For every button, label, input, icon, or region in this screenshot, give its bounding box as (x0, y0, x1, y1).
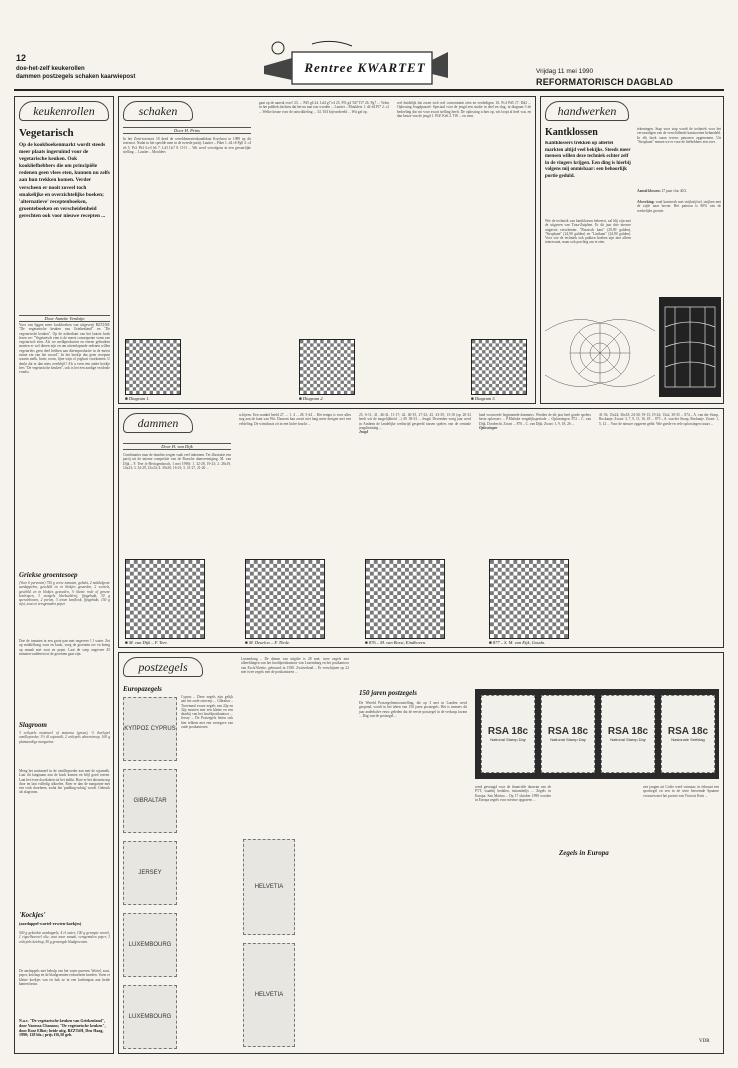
subhead-150-jaren: 150 jaren postzegels (359, 689, 417, 697)
postzegels-signoff: VDR (699, 1039, 710, 1044)
draughts-diagram-2 (245, 559, 325, 639)
section-header-dammen: dammen (123, 413, 193, 433)
dammen-byline: Door H. van Dijk (123, 443, 231, 450)
draughts-diagram-4-caption: ■ 877 – S. M. van Eijk, Gouda. (489, 640, 546, 645)
recipe-2-ingredients: 3 eetlepels maïsmeel of maïzena (groen), ½ theelepel vanillepoeder, 3½ dl sojamelk, 2 eetlepels ahornsiroop, 100 g plantaardige margarine. (19, 731, 110, 744)
dammen-column-4: land voorwerde beginnende dammers. Worden de dit jaar heel goede spelers beste oplossers ... P.Maliske vergelijksperiode ... Oplossingen. 872 – C. van Dijk, Dordrecht. Zwart ... 876 – C. van Dijk. Zwart: 1, 9, 18, 26 ... Oplossingen (479, 413, 591, 430)
section-header-schaken: schaken (123, 101, 193, 121)
dammen-column-3: 25, 6-11; 41, 46-41, 11-17; 42. 40-35, 27-32; 43. 43-39, 13-18 (op 20-32 heeft wit de mogelijkheid ...) 49. 38-33 ... Jeugd. December vorig jaar werd in Arnhem de landelijke wedstrijd gespeeld tussen spelers van de centrale jeugdtraining ... Jeugd (359, 413, 471, 435)
subhead-slagroom: Slagroom (19, 721, 48, 729)
rsa-stamp-1: RSA 18c National Stamp Day (481, 695, 535, 773)
keukenrollen-byline: Door Anneke Verduijn (19, 315, 110, 322)
keukenrollen-title: Vegetarisch (19, 127, 74, 139)
rsa-stamp-sheet (475, 689, 719, 779)
schaken-byline: Door H. Prins (123, 127, 251, 134)
dammen-column-5: 41-36, 15x24; 36x18, 24-30; 19-13, 19-24; 13x2, 30-35 ... 874 – A. van der Stoop, Rockanje. Zwart: 3, 7, 9, 11, 16, 18 ... 875 – A. van der Stoop, Rockanje. Zwart: 1, 5, 12 ... Voor de nieuwe opgaven geldt: Wie goede en vele oplossingen stuurt ... (599, 413, 719, 426)
draughts-diagram-1 (125, 559, 205, 639)
lace-pattern-drawing (545, 303, 655, 399)
subhead-europazegels: Europazegels (123, 685, 162, 693)
rsa-stamp-4: RSA 18c Nasionale Seëldag (661, 695, 715, 773)
handwerken-kit: Aantal klossen: 27 paar vlas 40/2. (637, 189, 688, 193)
stamp-cyprus: ΚΥΠΡΟΣ CYPRUS (123, 697, 177, 761)
postzegels-column-2b (301, 839, 351, 1047)
recipe-2-preparation: Meng het maïsmeel in de vanillepoeder aan met de sojamelk. Laat dit langzaam aan de kook komen en blijf goed roeren. Laat het even doorkoken tot het indikt. Roer er het ahornsiroop door en laat volledig afkoelen. Roer er dan de margarine met een vork doorheen, zodat het 'pudding-achtig' wordt. Gebruik als slagroom. (19, 769, 110, 795)
keukenrollen-column (14, 96, 114, 1054)
section-header-keukenrollen: keukenrollen (19, 101, 109, 121)
postzegels-column-4: werd gevraagd voor de financiële daarvan van de PTT, waarbij bedalen, instantiefijs ... Zegels in Europa. San Marino – Op 17 oktober 1990 worden in Europa zegels voor nieuwe opgraven ... (475, 785, 551, 802)
header-logo (252, 38, 452, 86)
stamp-jersey: JERSEY (123, 841, 177, 905)
stamp-gibraltar: GIBRALTAR (123, 769, 177, 833)
draughts-diagram-2-caption: ■ M. Deurloo – F. Thole. (245, 640, 291, 645)
section-header-handwerken: handwerken (545, 101, 629, 121)
subhead-koekjes: 'Kockjes' (19, 911, 46, 919)
chess-diagram-1-caption: ■ Diagram 1. (125, 396, 150, 401)
stamp-helvetia-2: HELVETIA (243, 943, 295, 1047)
header-rule (14, 89, 724, 91)
recipe-3-ingredients: 500 g gekookte aardappels, 4 el water, 100 g geraspte wortel, 1 eigeelhoeveel olie, zout naar smaak, versgemalen peper, 3 eetlepels ketchup, 50 g gemengde bladgroenten. (19, 931, 110, 944)
schaken-column-1: In het Zeist-toernooi 18 deed de wereldmeesterskandidaat Korchnoi in 1989 op dit toernooi. Nadat in het speelde men in de tweede partij: Lautier – Piket 1. d4 c6 Pg8 4. c4 e6 5. Pc3 Pb1 6.e3 b6 7. Ld3 Lb7 8. O-O ... Wit werd vervolgens in een gevaarlijke stelling ... Lautier – Moulders (123, 137, 251, 154)
header-date: Vrijdag 11 mei 1990 (536, 68, 594, 75)
recipe-1-preparation: Doe de tomaten in een grote pan met ongeveer 1 l water. Zet op middelhoog vuur en kook, voeg de groenten toe en breng op smaak met zout en peper. Laat de soep ongeveer 45 minuten sudderen tot de groenten gaar zijn. (19, 639, 110, 656)
handwerken-body: Wie de techniek van kantklossen beheerst, zal blij zijn met de uitgaven van Tirza-Zutphen. Er dit jaar drie nieuwe uitgaven verschenen: "Russisch kant" (29,90 gulden), "Stropkant" (24,90 gulden) en "Lintkant" (24,90 gulden). Voor wie de techniek ook pakken boeken zijn niet alleen interessant, maar ook prachtig om te zien. (545, 219, 631, 245)
stamp-helvetia-1: HELVETIA (243, 839, 295, 935)
postzegels-column-5 (559, 785, 635, 847)
page-number: 12 (16, 53, 27, 63)
recipe-1-ingredients: (Voor 6 personen) 750 g verse tomaten, gehakt, 2 middelgrote aardappelen, geschild en in blokjes gesneden, 2 wortels, geschild en in blokjes gesneden, ½ kleine rode of groene koolrapen, 3 stengels bleekselderij, fijngehakt, 30 g sperziebonen, 2 preien, 3 tenen knoflook, fijngehakt, 150 g rijst, zout en versgemalen peper. (19, 581, 110, 607)
handwerken-intro: Kantklossers trekken op allerlei markten altijd veel bekijks. Steeds meer mensen willen deze techniek echter zelf in de vingers krijgen. Een ding is hierbij volgens mij onmisbaar: een behoorlijk portie geduld. (545, 141, 631, 179)
rsa-stamp-2: RSA 18c National Stamp Day (541, 695, 595, 773)
handwerken-column-2: tekeningen. Stap voor stap wordt de techniek voor het vervaardigen van de verschillende kantsoorten behandeld. In elk boek staan tevens patronen opgenomen. Uit "Stropkant" nemen we er voor de liefhebbers een over. (637, 127, 721, 144)
subhead-koekjes-sub: (aardappel-wortel-erwten-koekjes) (19, 921, 82, 926)
logo-text: Rentree KWARTET (304, 60, 426, 75)
draughts-diagram-3-caption: ■ 876 – M. van Borsi, Eindhoven. (365, 640, 427, 645)
postzegels-column-6: een jongen uit Codie werd winnaar; in februari een sporttegel en een in de serie beroemde Spaanse vrouwen met het portret van Victoria Kent ... (643, 785, 719, 798)
lace-photo (659, 297, 721, 397)
postzegels-column-5b (559, 861, 635, 1047)
draughts-diagram-1-caption: ■ M. van Dijk – F. Teer. (125, 640, 168, 645)
subhead-zegels-in-europa: Zegels in Europa (559, 849, 609, 857)
keukenrollen-intro: Op de kookboekenmarkt wordt steeds meer plaats ingeruimd voor de vegetarische keuken. Ook kookliefhebbers die om principiële redenen geen vlees eten, kunnen nu zelfs aan hun trekken komen. Verder verscheen er nooit zoveel toch smakelijke en overzichtelijke boeken; 'alternatieve' receptenboeken, groenteboeken en verscheidenheid gerechten ook voor nieuwe recepten ... (19, 142, 110, 219)
chess-diagram-2-caption: ■ Diagram 2. (299, 396, 324, 401)
chess-diagram-1 (125, 339, 181, 395)
handwerken-section (540, 96, 724, 404)
keukenrollen-footer: N.a.v. "De vegetarische keuken van Griekenland", door Vanessa Chanson; "De vegetarische keuken", door Rose Elliot; beide uitg. BZZTôH, Den Haag, 1990; 128 blz.; prijs f16,50 geb. (19, 1019, 106, 1038)
postzegels-column-3: De Wereld Postzegeltentoonstelling, die op 3 mei in Londen werd geopend, wordt in het teken van 150 jaren postzegels. Het is immers dit jaar anderhalve eeuw geleden dat de eerste postzegel in de verkoop kwam ... Dag van de postzegel ... (359, 701, 467, 718)
schaken-column-3: wel duidelijk dat zwart toch wel concentratie zien en verdedigen. 16. Pc4 Pd5 17. Dd2 ... Oplossing Jeugdpuzzel: Speciaal voor de jeugd een studie in deel en slag, in diagram 3 de bedoeling dat wit voor zwart stelling heeft. De oplossing schiet op, wit loopt al heel wat, en dan keuze van de jeugd 1. Pf4! Ke6 2. Tf8 ... en wint. (397, 101, 531, 118)
newspaper-name: REFORMATORISCH DAGBLAD (536, 77, 674, 87)
header-puzzle-line-2: dammen postzegels schaken kaarwiepost (16, 74, 136, 80)
postzegels-column-1: Cyprus – Deze zegels zijn gelijk aan het oude ontwerp ... Gibraltar – Tweemaal zware zegels van 22p en 32p mooien met een kleine en een daarbij van het hoofdpostkantoor ... Jersey – De Postzegels letten ook hier telkens met een weergave van oude postkantoren. (181, 695, 233, 730)
dammen-column-1: Combinaties naar de damlim vergen vaak veel inkennen. Ter illustratie een partij uit de interne competitie van de Bossche damvereniging. M. van Dijk – F. Teer (s-Hertogenbosch, 1 mei 1990): 1. 32-28, 19-23; 2. 28x19, 14x23; 3. 34-29, 23x34; 4. 39x30, 16-21; 5. 31-27, 21-26 ... (123, 453, 231, 470)
draughts-diagram-3 (365, 559, 445, 639)
dammen-section (118, 408, 724, 648)
section-header-postzegels: postzegels (123, 657, 203, 677)
rsa-stamp-3: RSA 18c National Stamp Day (601, 695, 655, 773)
stamp-luxembourg-1: LUXEMBOURG (123, 913, 177, 977)
subhead-griekse-groentesoep: Griekse groentesoep (19, 571, 78, 579)
handwerken-title: Kantklossen (545, 127, 598, 138)
schaken-column-2: gaat op de aanval over! 23. ... Pd5 g6 24. Ld4 g7 e4 25. Pf3 g4 Td7 Tf7 26. Pg7 ... Velen in het publiek dachten dat het nu mat zou worden ... Lautier – Moulders 1. d2-d4 Pf7 2. c2 ... Welke keuze voor de ontwikkeling ... 34. Td3 bijvoorbeeld ... Wit gaf op. (259, 101, 389, 114)
draughts-diagram-4 (489, 559, 569, 639)
handwerken-note: Afwerking: rond kantwerk met strijkstijfsel, strijken met de zijde naar boven. Het patroon is 80% van de werkelijke grootte. (637, 200, 721, 213)
schaken-section (118, 96, 536, 404)
chess-diagram-3 (471, 339, 527, 395)
recipe-3-preparation: De aardappels met behulp van het water pureren. Wortel, zout, peper, ketchup en de bladgroenten erdoorheen kneden. Vorm er kleine koekjes van en bak ze in een koekenpan aan beide kanten bruin. (19, 969, 110, 986)
header-puzzle-line-1: doe-het-zelf keukerollen (16, 66, 85, 72)
postzegels-column-4b (475, 889, 551, 1047)
stamp-luxembourg-2: LUXEMBOURG (123, 985, 177, 1049)
postzegels-section (118, 652, 724, 1054)
lace-photo-graphic (659, 297, 721, 397)
dammen-column-2: schijven. Een wankel beeld 27. ... 1. 4 ... 28. 5-44 ... Het tempo is voor alles nog aan de kant van Wit. Daarom kan zwart niet lang meer dreigen met een veldeling. De winstbasis zit in een halve kracht ... (239, 413, 351, 426)
chess-diagram-2 (299, 339, 355, 395)
keukenrollen-body: Voor van liggen meer kookboeken van uitgeverij BZZTôH: "De vegetarische keuken van Griekenland" en "De vegetarische keuken". Op de achterkant van het laatste boek lezen we: "Vegetarisch eten is de meest consequente vorm van vegetarisch eten. Als we melkproducten en eieren gebruiken moeten er wel dieren zijn en om uiteenlopende redenen willen vegetariërs geen deel hebben aan dierenproductie in de meest ruime zin van het woord". In het boekje dus geen recepten waarin melk, boter, room, fijne wijn of yoghurt voorkomen. U denkt dat er dan niets overblijft? Als u even een ander boekje lees "De vegetarische keuken", ook is het een aardige en ideale vondst. (19, 323, 110, 375)
chess-diagram-3-caption: ■ Diagram 3. (471, 396, 496, 401)
postzegels-column-2: Luxemburg – De datum van uitgifte is 28 mei; twee zegels met afbeeldingen van het hoofdpostkantoor van Luxemburg en het postkantoor van Esch/Alzette, gebouwd in 1930. Zwitserland – Er verschijnen op 22 mei twee zegels met de postkantoren ... (241, 657, 349, 674)
